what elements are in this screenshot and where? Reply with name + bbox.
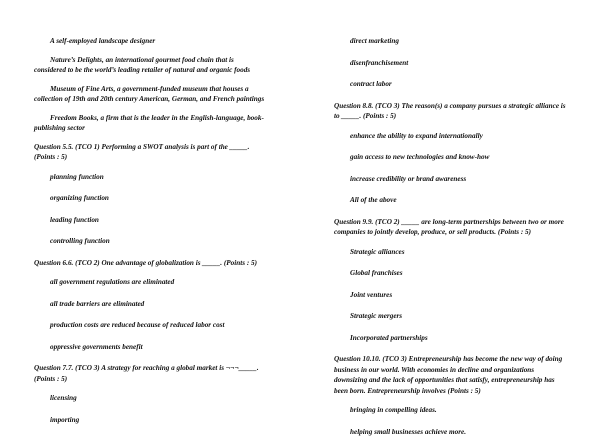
answer-option: all government regulations are eliminated <box>50 278 175 286</box>
answer-option: bringing in compelling ideas. <box>350 406 437 414</box>
answer-option: oppressive governments benefit <box>50 342 143 351</box>
answer-option: leading function <box>50 215 99 224</box>
answer-option: increase credibility or brand awareness <box>350 174 467 183</box>
answer-option: organizing function <box>50 194 109 202</box>
answer-option: production costs are reduced because of reduced labor cost <box>50 321 225 329</box>
answer-option: enhance the ability to expand internationally <box>350 131 483 140</box>
answer-option: Strategic mergers <box>350 312 403 320</box>
question-10: Question 10.10. (TCO 3) Entrepreneurship has become the new way of doing business in our world. With economies in decline and organizations downsizing and the lack of opportunities that satisfy, entrepreneurship has been born. Entrepreneurship involves (Points : 5) <box>334 355 563 395</box>
answer-option: planning function <box>50 172 104 181</box>
answer-option: Global franchises <box>350 269 403 277</box>
answer-option: Incorporated partnerships <box>350 333 428 342</box>
answer-option: importing <box>50 415 80 424</box>
right-column <box>334 36 568 448</box>
question-9: Question 9.9. (TCO 2) _____ are long-term partnerships between two or more companies to jointly develop, produce, or sell products. (Points : 5) <box>334 217 564 236</box>
answer-option: direct marketing <box>350 37 399 45</box>
answer-option: Strategic alliances <box>350 247 405 256</box>
left-column <box>34 36 266 436</box>
answer-option: gain access to new technologies and know-how <box>350 153 490 161</box>
answer-option: licensing <box>50 394 77 402</box>
answer-option: Museum of Fine Arts, a government-funded museum that houses a collection of 19th and 20th century American, German, and French paintings <box>34 84 265 103</box>
answer-option: All of the above <box>350 196 397 204</box>
answer-option: helping small businesses achieve more. <box>350 427 467 436</box>
answer-option: contract labor <box>350 80 392 88</box>
question-6: Question 6.6. (TCO 2) One advantage of globalization is _____. (Points : 5) <box>34 258 258 267</box>
question-7: Question 7.7. (TCO 3) A strategy for reaching a global market is ¬¬¬_____. (Points : 5) <box>34 364 259 383</box>
answer-option: disenfranchisement <box>350 58 409 67</box>
answer-option: controlling function <box>50 237 110 245</box>
question-8: Question 8.8. (TCO 3) The reason(s) a company pursues a strategic alliance is to _____. (Points : 5) <box>334 101 566 120</box>
answer-option: all trade barriers are eliminated <box>50 299 145 308</box>
question-5: Question 5.5. (TCO 1) Performing a SWOT analysis is part of the _____. (Points : 5) <box>34 142 250 161</box>
answer-option: Nature’s Delights, an international gourmet food chain that is considered to be the world’s leading retailer of natural and organic foods <box>34 55 251 74</box>
answer-option: Freedom Books, a firm that is the leader in the English-language, book-publishing sector <box>34 113 264 132</box>
answer-option: Joint ventures <box>350 290 393 299</box>
answer-option: A self-employed landscape designer <box>50 37 156 45</box>
